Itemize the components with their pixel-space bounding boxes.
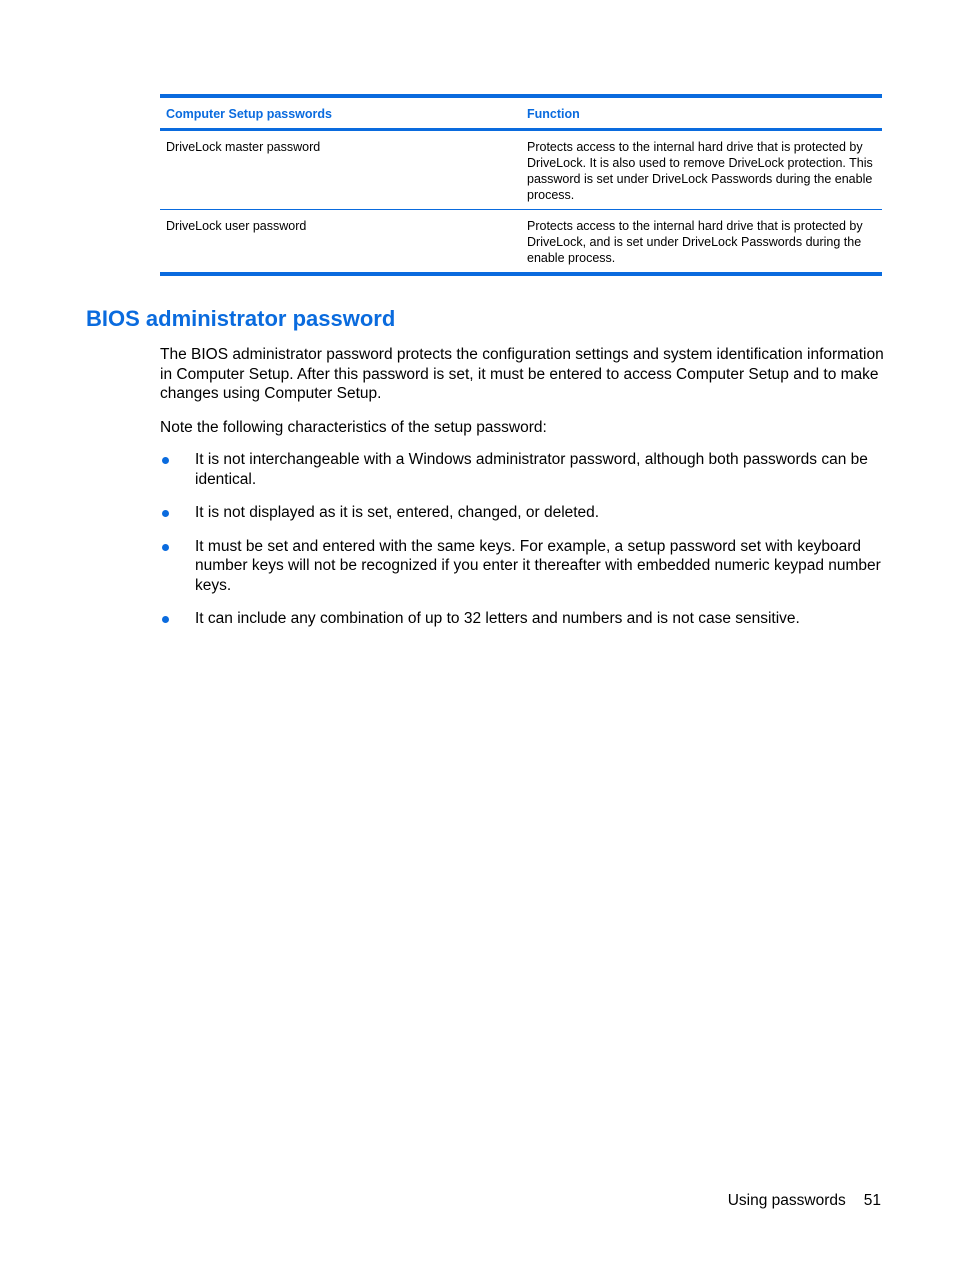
characteristics-list [160,450,884,643]
password-function-cell: Protects access to the internal hard drive that is protected by DriveLock, and is set under DriveLock Passwords during the enable process. [527,219,863,265]
note-paragraph: Note the following characteristics of the setup password: [160,419,547,436]
table-row [160,210,882,275]
table-row [160,130,882,210]
page-number: 51 [863,1192,881,1209]
list-item [160,503,884,523]
list-item [160,609,884,629]
list-item [160,537,884,596]
list-item-text: It is not interchangeable with a Windows administrator password, although both passwords can be identical. [195,451,868,488]
bullet-icon [162,544,169,551]
passwords-table-wrapper [160,94,882,276]
bullet-icon [162,510,169,517]
footer-section-name: Using passwords [727,1192,846,1209]
computer-setup-passwords-table [160,94,882,276]
page-footer [728,1192,881,1210]
section-heading: BIOS administrator password [86,306,396,331]
password-name-cell: DriveLock user password [166,219,307,233]
column-header-passwords: Computer Setup passwords [166,107,332,121]
password-name-cell: DriveLock master password [166,140,321,154]
intro-paragraph: The BIOS administrator password protects the configuration settings and system identification information in Computer Setup. After this password is set, it must be entered to access Computer Setup and to make changes using Computer Setup. [160,346,884,402]
column-header-function: Function [527,107,580,121]
list-item [160,450,884,489]
list-item-text: It must be set and entered with the same keys. For example, a setup password set with keyboard number keys will not be recognized if you enter it thereafter with embedded numeric keypad number keys. [195,537,881,594]
bullet-icon [162,616,169,623]
bullet-icon [162,457,169,464]
password-function-cell: Protects access to the internal hard drive that is protected by DriveLock. It is also used to remove DriveLock protection. This password is set under DriveLock Passwords during the enable process. [527,140,873,202]
list-item-text: It can include any combination of up to 32 letters and numbers and is not case sensitive. [195,610,800,627]
table-header-row [160,96,882,130]
list-item-text: It is not displayed as it is set, entered, changed, or deleted. [195,504,600,521]
